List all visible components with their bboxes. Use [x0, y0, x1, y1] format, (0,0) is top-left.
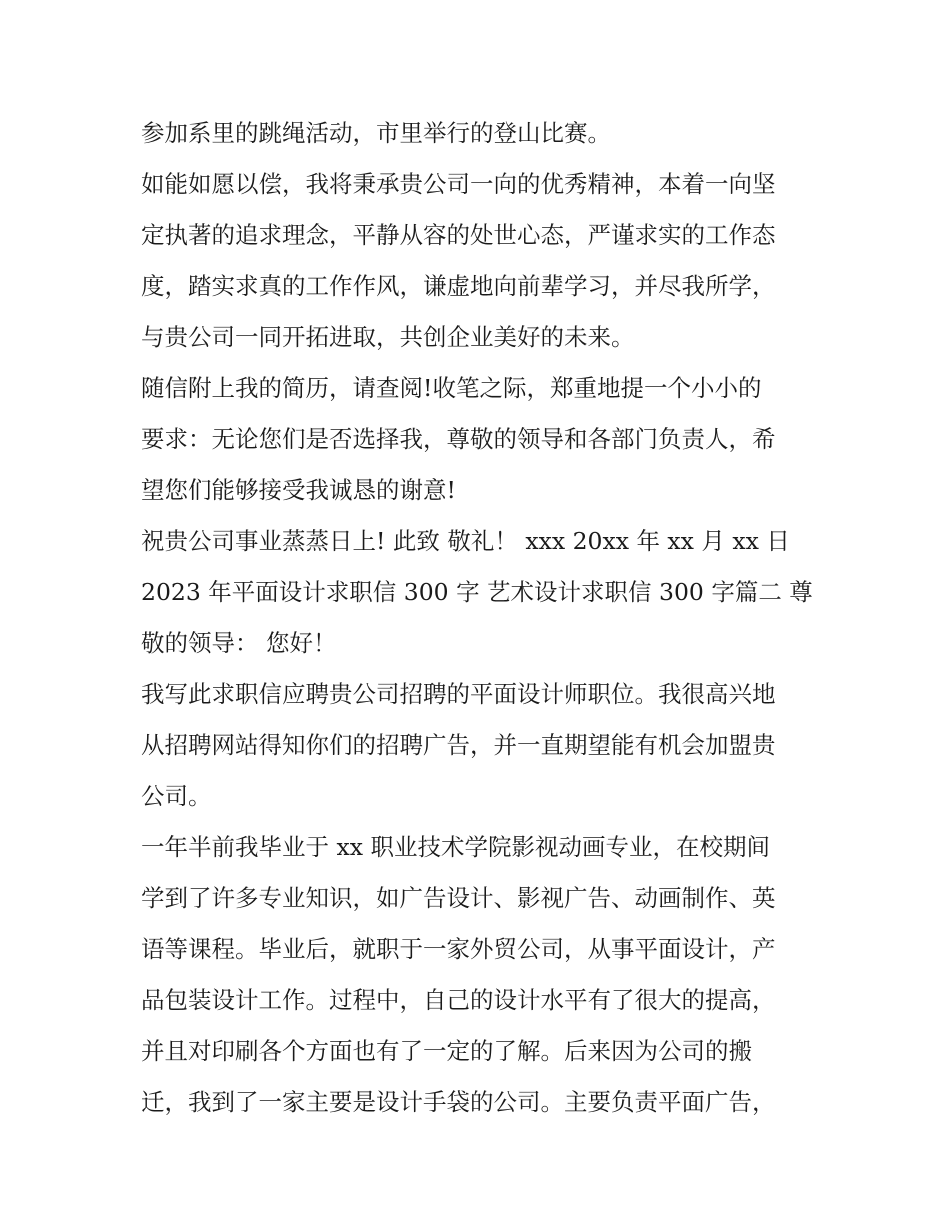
text-line: 语等课程。毕业后，就职于一家外贸公司，从事平面设计，产: [141, 935, 776, 963]
text-line: 度，踏实求真的工作作风，谦虚地向前辈学习，并尽我所学，: [141, 272, 776, 300]
text-line: 如能如愿以偿，我将秉承贵公司一向的优秀精神，本着一向坚: [141, 170, 776, 198]
closing-line: 祝贵公司事业蒸蒸日上! 此致 敬礼！ xxx 20xx 年 xx 月 xx 日: [141, 527, 790, 555]
letter-body: [141, 108, 821, 1128]
text-line: 定执著的追求理念，平静从容的处世心态，严谨求实的工作态: [141, 221, 776, 249]
text-line: 随信附上我的简历，请查阅!收笔之际，郑重地提一个小小的: [141, 374, 762, 402]
text-line: 我写此求职信应聘贵公司招聘的平面设计师职位。我很高兴地: [141, 680, 776, 708]
text-line: 参加系里的跳绳活动，市里举行的登山比赛。: [141, 119, 611, 147]
text-line: 品包装设计工作。过程中，自己的设计水平有了很大的提高，: [141, 986, 776, 1014]
text-line: 学到了许多专业知识，如广告设计、影视广告、动画制作、英: [141, 884, 776, 912]
text-line: 公司。: [141, 782, 212, 810]
text-line: 从招聘网站得知你们的招聘广告，并一直期望能有机会加盟贵: [141, 731, 776, 759]
text-line: 并且对印刷各个方面也有了一定的了解。后来因为公司的搬: [141, 1037, 752, 1065]
text-line: 一年半前我毕业于 xx 职业技术学院影视动画专业，在校期间: [141, 833, 770, 861]
section-title-line: 2023 年平面设计求职信 300 字 艺术设计求职信 300 字篇二 尊: [141, 578, 813, 606]
text-line: 望您们能够接受我诚恳的谢意!: [141, 476, 456, 504]
text-line: 迁，我到了一家主要是设计手袋的公司。主要负责平面广告，: [141, 1088, 776, 1116]
text-line: 要求：无论您们是否选择我，尊敬的领导和各部门负责人，希: [141, 425, 776, 453]
greeting-line: 敬的领导： 您好！: [141, 629, 337, 657]
text-line: 与贵公司一同开拓进取，共创企业美好的未来。: [141, 323, 635, 351]
